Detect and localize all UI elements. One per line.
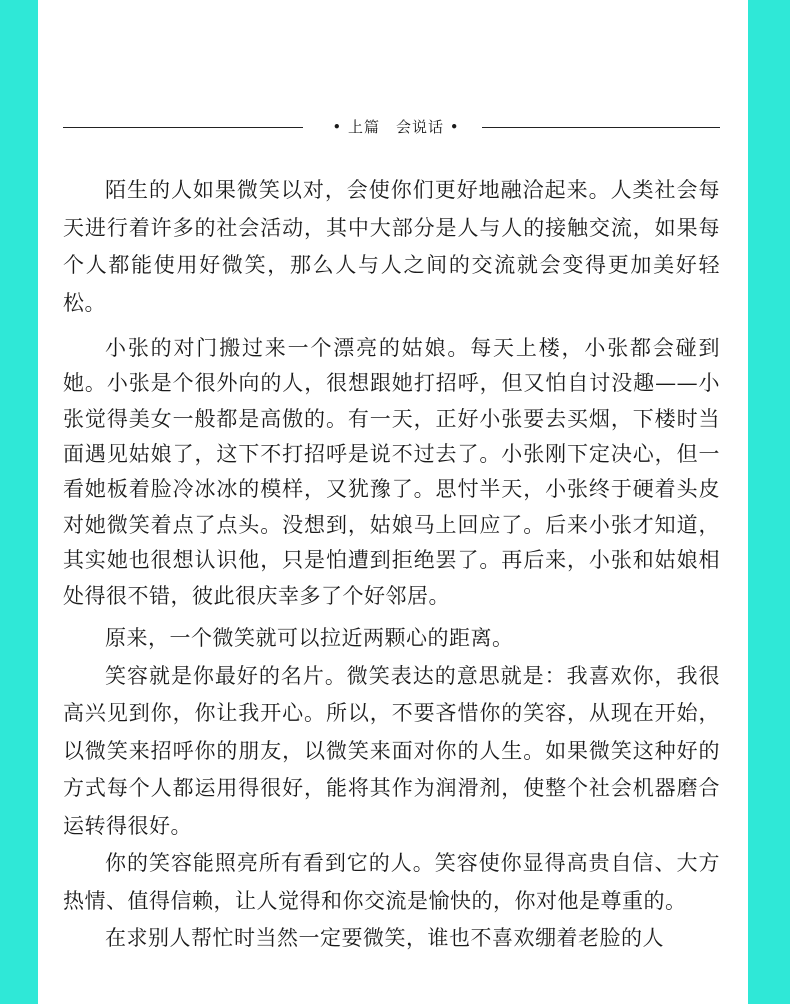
header-rule-left (63, 127, 303, 128)
paragraph-4: 笑容就是你最好的名片。微笑表达的意思就是：我喜欢你，我很高兴见到你，你让我开心。所以，不要吝惜你的笑容，从现在开始，以微笑来招呼你的朋友，以微笑来面对你的人生。如果微笑这种好的方式每个人都运用得很好，能将其作为润滑剂，使整个社会机器磨合运转得很好。 (63, 663, 720, 838)
header-rule-right (482, 127, 720, 128)
paragraph-1: 陌生的人如果微笑以对，会使你们更好地融洽起来。人类社会每天进行着许多的社会活动，其中大部分是人与人的接触交流，如果每个人都能使用好微笑，那么人与人之间的交流就会变得更加美好轻松。 (63, 178, 720, 316)
body-text (63, 172, 720, 958)
running-header (63, 116, 720, 138)
paragraph-3: 原来，一个微笑就可以拉近两颗心的距离。 (105, 626, 514, 651)
paragraph-2: 小张的对门搬过来一个漂亮的姑娘。每天上楼，小张都会碰到她。小张是个很外向的人，很想跟她打招呼，但又怕自讨没趣——小张觉得美女一般都是高傲的。有一天，正好小张要去买烟，下楼时当面遇见姑娘了，这下不打招呼是说不过去了。小张刚下定决心，但一看她板着脸冷冰冰的模样，又犹豫了。思忖半天，小张终于硬着头皮对她微笑着点了点头。没想到，姑娘马上回应了。后来小张才知道，其实她也很想认识他，只是怕遭到拒绝罢了。再后来，小张和姑娘相处得很不错，彼此很庆幸多了个好邻居。 (63, 335, 720, 608)
paragraph-5: 你的笑容能照亮所有看到它的人。笑容使你显得高贵自信、大方热情、值得信赖，让人觉得和你交流是愉快的，你对他是尊重的。 (63, 851, 720, 913)
chapter-title: • 上篇 会说话 • (332, 118, 460, 136)
book-page (38, 0, 748, 1004)
paragraph-6: 在求别人帮忙时当然一定要微笑，谁也不喜欢绷着老脸的人 (105, 926, 664, 951)
